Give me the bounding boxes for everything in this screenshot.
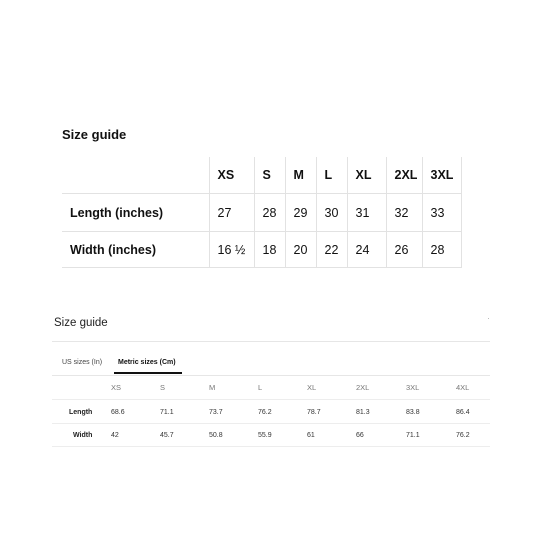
- top-cell: 29: [285, 194, 316, 232]
- top-row-label: Width (inches): [62, 232, 209, 268]
- top-cell: 24: [347, 232, 386, 268]
- row-divider: [52, 446, 490, 447]
- bottom-row-label: Width: [73, 432, 93, 439]
- title-divider: [52, 341, 490, 342]
- tab-us-sizes[interactable]: US sizes (In): [62, 359, 103, 366]
- bottom-cell: 50.8: [209, 432, 223, 439]
- bottom-size-header: 2XL: [356, 383, 370, 392]
- bottom-cell: 76.2: [456, 432, 470, 439]
- top-width-row: [62, 232, 461, 268]
- top-cell: 31: [347, 194, 386, 232]
- top-size-table: [62, 157, 462, 268]
- bottom-cell: 66: [356, 432, 364, 439]
- bottom-cell: 83.8: [406, 409, 420, 416]
- bottom-cell: 76.2: [258, 409, 272, 416]
- bottom-cell: 61: [307, 432, 315, 439]
- bottom-size-guide-title: Size guide: [54, 317, 108, 329]
- row-divider: [52, 399, 490, 400]
- bottom-cell: 86.4: [456, 409, 470, 416]
- top-cell: 33: [422, 194, 461, 232]
- top-header-empty-cell: [62, 157, 209, 194]
- bottom-cell: 78.7: [307, 409, 321, 416]
- top-cell: 20: [285, 232, 316, 268]
- tabs-divider: [52, 375, 490, 376]
- bottom-size-header: L: [258, 383, 263, 392]
- bottom-cell: 45.7: [160, 432, 174, 439]
- bottom-cell: 55.9: [258, 432, 272, 439]
- top-size-header: 3XL: [422, 157, 461, 194]
- top-header-row: [62, 157, 461, 194]
- top-cell: 28: [422, 232, 461, 268]
- top-size-header: XS: [209, 157, 254, 194]
- bottom-size-header: S: [160, 383, 166, 392]
- top-size-header: M: [285, 157, 316, 194]
- active-tab-indicator: [114, 372, 182, 374]
- top-size-guide-title: Size guide: [62, 127, 127, 142]
- bottom-size-header: XS: [111, 383, 122, 392]
- tab-metric-sizes[interactable]: Metric sizes (Cm): [118, 359, 176, 366]
- bottom-cell: 71.1: [160, 409, 174, 416]
- top-cell: 28: [254, 194, 285, 232]
- top-size-header: XL: [347, 157, 386, 194]
- bottom-row-label: Length: [69, 409, 93, 416]
- bottom-cell: 71.1: [406, 432, 420, 439]
- top-cell: 27: [209, 194, 254, 232]
- bottom-cell: 42: [111, 432, 119, 439]
- row-divider: [52, 423, 490, 424]
- bottom-size-header: 3XL: [406, 383, 420, 392]
- bottom-size-header: 4XL: [456, 383, 470, 392]
- bottom-size-header: XL: [307, 383, 317, 392]
- bottom-size-header: M: [209, 383, 216, 392]
- top-size-header: S: [254, 157, 285, 194]
- top-cell: 32: [386, 194, 422, 232]
- bottom-cell: 81.3: [356, 409, 370, 416]
- top-cell: 16 ½: [209, 232, 254, 268]
- bottom-cell: 68.6: [111, 409, 125, 416]
- corner-mark: [488, 318, 489, 319]
- top-row-label: Length (inches): [62, 194, 209, 232]
- top-cell: 26: [386, 232, 422, 268]
- bottom-cell: 73.7: [209, 409, 223, 416]
- top-cell: 18: [254, 232, 285, 268]
- top-length-row: [62, 194, 461, 232]
- top-size-header: L: [316, 157, 347, 194]
- top-size-header: 2XL: [386, 157, 422, 194]
- top-cell: 22: [316, 232, 347, 268]
- top-cell: 30: [316, 194, 347, 232]
